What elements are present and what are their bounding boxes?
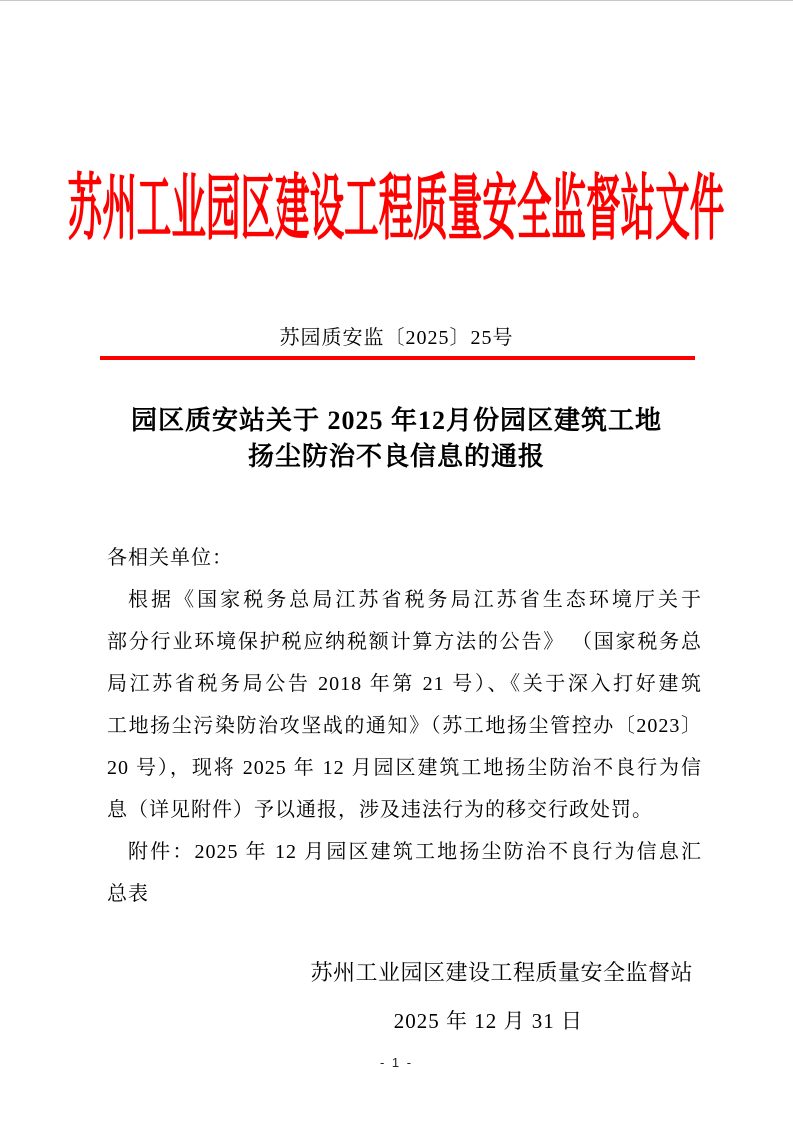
document-title-line-2: 扬尘防治不良信息的通报 bbox=[247, 442, 545, 471]
attachment-line-1: 附件：2025 年 12 月园区建筑工地扬尘防治不良行为信息汇 bbox=[128, 841, 702, 863]
red-divider-line bbox=[100, 356, 695, 360]
salutation: 各相关单位： bbox=[107, 547, 233, 569]
signature-date: 2025 年 12 月 31 日 bbox=[393, 1009, 583, 1033]
signature-agency-name: 苏州工业园区建设工程质量安全监督站 bbox=[310, 960, 693, 985]
agency-masthead bbox=[0, 153, 793, 249]
signature-block bbox=[310, 949, 693, 1045]
body-line-5: 20 号），现将 2025 年 12 月园区建筑工地扬尘防治不良行为信 bbox=[107, 757, 702, 779]
document-title bbox=[0, 403, 793, 475]
document-body bbox=[107, 537, 702, 915]
attachment-line-2: 总表 bbox=[107, 883, 149, 905]
body-line-2: 部分行业环境保护税应纳税额计算方法的公告》 （国家税务总 bbox=[107, 631, 702, 653]
document-number: 苏园质安监〔2025〕25号 bbox=[279, 327, 514, 349]
page-number: - 1 - bbox=[379, 1055, 414, 1070]
agency-masthead-title: 苏州工业园区建设工程质量安全监督站文件 bbox=[68, 169, 725, 249]
body-line-4: 工地扬尘污染防治攻坚战的通知》（苏工地扬尘管控办〔2023〕 bbox=[107, 715, 702, 737]
body-line-3: 局江苏省税务局公告 2018 年第 21 号）、《关于深入打好建筑 bbox=[107, 673, 702, 695]
body-line-1: 根据《国家税务总局江苏省税务局江苏省生态环境厅关于 bbox=[128, 589, 702, 611]
body-line-6: 息（详见附件）予以通报，涉及违法行为的移交行政处罚。 bbox=[107, 799, 653, 821]
document-title-line-1: 园区质安站关于 2025 年12月份园区建筑工地 bbox=[130, 406, 662, 435]
